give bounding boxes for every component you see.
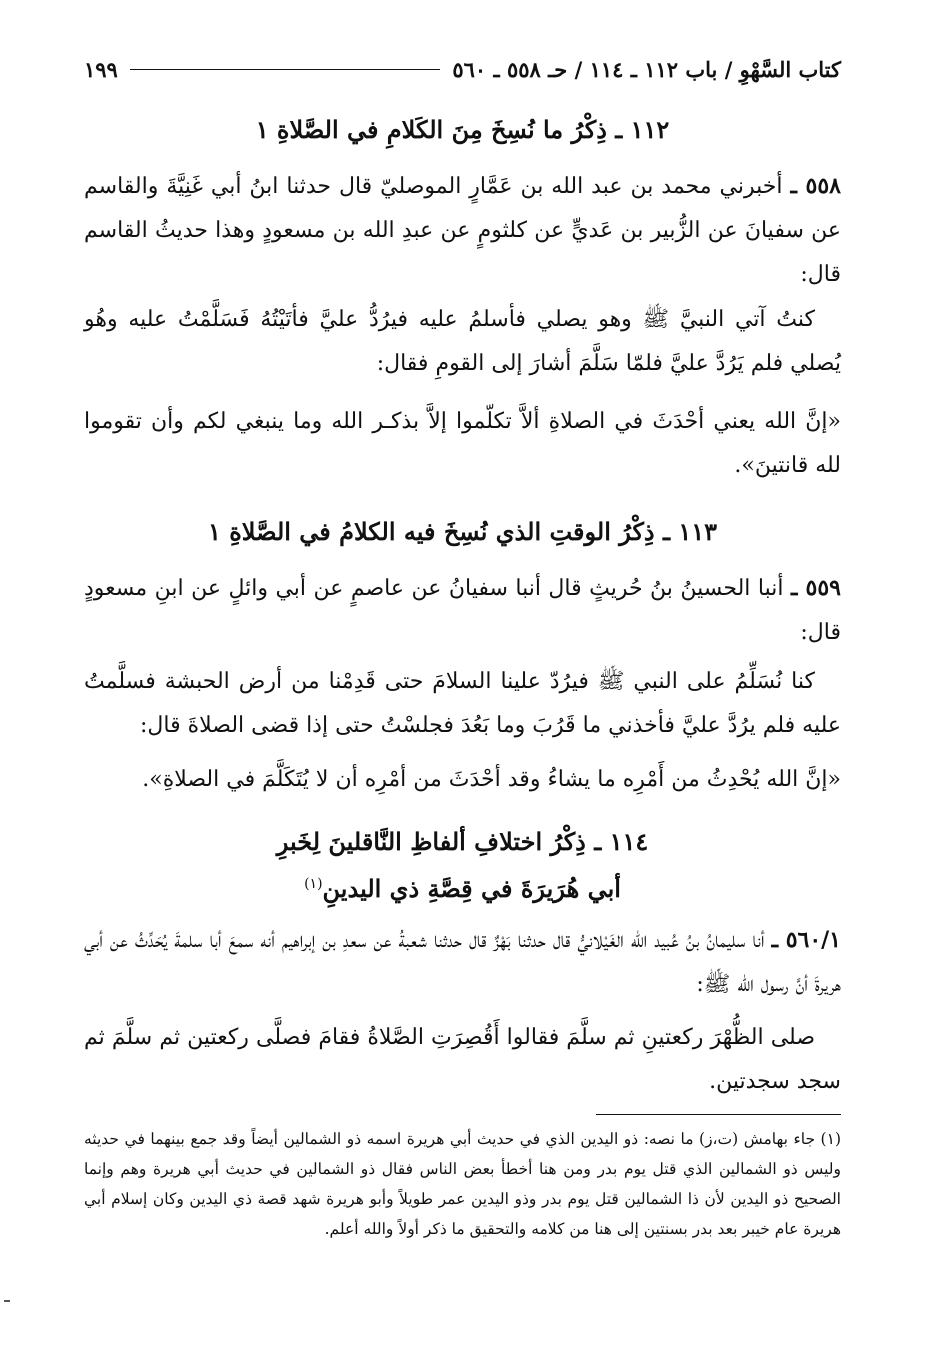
chapter-subheading-114 xyxy=(84,864,841,909)
hadith-559-quote xyxy=(84,758,841,802)
footnote-ref: (١) xyxy=(304,876,323,892)
footnote xyxy=(84,1124,841,1244)
hadith-text: صلى الظُّهْرَ ركعتينِ ثم سلَّمَ فقالوا أَقُصِرَتِ الصَّلاةُ فقامَ فصلَّى ركعتين ثم سلَّمَ ثم سجد سجدتين. xyxy=(84,1025,841,1094)
hadith-text: كنتُ آتي النبيَّ ﷺ وهو يصلي فأسلمُ عليه فيرُدُّ عليَّ فأتَيْتُهُ فَسَلَّمْتُ عليه وهُو يُصلي فلم يَرُدَّ عليَّ فلمّا سَلَّمَ أشارَ إلى القومِ فقال: xyxy=(84,307,841,376)
hadith-text: أنا سليمانُ بنُ عُبيد الله الغَيْلانيُّ قال حدثنا بَهْزٌ قال حدثنا شعبةُ عن سعدِ بن إبراهيم أنه سمعَ أبا سلمةَ يُحَدِّثُ عن أبي هريرةَ أنَّ رسول الله ﷺ: xyxy=(84,928,841,997)
hadith-text: «إنَّ الله يعني أحْدَثَ في الصلاةِ ألاَّ تكلّموا إلاَّ بذكـر الله وما ينبغي لكم وأن تقوموا لله قانتينَ». xyxy=(84,409,841,478)
running-header-title: كتاب السَّهْوِ / باب ١١٢ ـ ١١٤ / حـ ٥٥٨ ـ ٥٦٠ xyxy=(452,56,841,82)
hadith-560-isnad xyxy=(84,918,841,1007)
hadith-text: كنا نُسَلِّمُ على النبي ﷺ فيرُدّ علينا السلامَ حتى قَدِمْنا من أرض الحبشة فسلَّمتُ عليه فلم يرُدَّ عليَّ فأخذني ما قَرُبَ وما بَعُدَ فجلسْتُ حتى إذا قضى الصلاةَ قال: xyxy=(84,669,841,738)
hadith-560-matn xyxy=(84,1016,841,1104)
subheading-text: أبي هُرَيرَةَ في قِصَّةِ ذي اليدينِ xyxy=(322,874,621,903)
chapter-heading-112: ١١٢ ـ ذِكْرُ ما نُسِخَ مِنَ الكَلامِ في الصَّلاةِ ١ xyxy=(255,115,670,144)
hadith-559-matn xyxy=(84,660,841,748)
scan-edge-mark xyxy=(4,1300,10,1302)
hadith-text: أنبا الحسينُ بنُ حُريثٍ قال أنبا سفيانُ عن عاصمٍ عن أبي وائلٍ عن ابنِ مسعودٍ قال: xyxy=(84,576,841,645)
hadith-558-quote xyxy=(84,400,841,488)
chapter-heading-114: ١١٤ ـ ذِكْرُ اختلافِ ألفاظِ النَّاقلينَ لِخَبرِ xyxy=(276,827,649,856)
hadith-number: ٥٦٠/١ ـ xyxy=(771,927,841,953)
hadith-text: «إنَّ الله يُحْدِثُ من أَمْرِه ما يشاءُ وقد أحْدَثَ من أمْرِه أن لا يُتَكَلَّمَ في الصلاةِ». xyxy=(142,767,841,792)
hadith-558-isnad xyxy=(84,164,841,297)
footnote-separator xyxy=(596,1114,841,1115)
hadith-number: ٥٥٩ ـ xyxy=(790,575,841,601)
chapter-heading-113: ١١٣ ـ ذِكْرُ الوقتِ الذي نُسِخَ فيه الكلامُ في الصَّلاةِ ١ xyxy=(207,517,718,546)
page-number: ١٩٩ xyxy=(84,56,118,82)
header-rule xyxy=(130,69,441,70)
hadith-559-isnad xyxy=(84,566,841,655)
hadith-558-matn xyxy=(84,298,841,386)
running-header xyxy=(84,52,841,86)
footnote-text: جاء بهامش (ت،ز) ما نصه: ذو اليدين الذي في حديث أبي هريرة اسمه ذو الشمالين أيضاً وقد جمع بينهما في حديثه وليس ذو الشمالين الذي قتل يوم بدر ومن هنا أخطأ بعض الناس فقال ذو الشمالين في حديث أبي هريرة وهم وإنما الصحيح ذو اليدين لأن ذا الشمالين قتل يوم بدر وذو اليدين عمر طويلاً وأبو هريرة شهد قصة ذي اليدين وكان إسلام أبي هريرة عام خيبر بعد بدر بسنتين إلى هنا من كلامه والتحقيق ما ذكر أولاً والله أعلم. xyxy=(84,1130,841,1238)
hadith-number: ٥٥٨ ـ xyxy=(790,173,841,199)
hadith-text: أخبرني محمد بن عبد الله بن عَمَّارٍ الموصليّ قال حدثنا ابنُ أبي غَنِيَّةَ والقاسم عن سفيانَ عن الزُّبير بن عَديٍّ عن كلثومٍ عن عبدِ الله بن مسعودٍ وهذا حديثُ القاسم قال: xyxy=(84,174,841,287)
footnote-marker: (١) xyxy=(820,1130,841,1148)
